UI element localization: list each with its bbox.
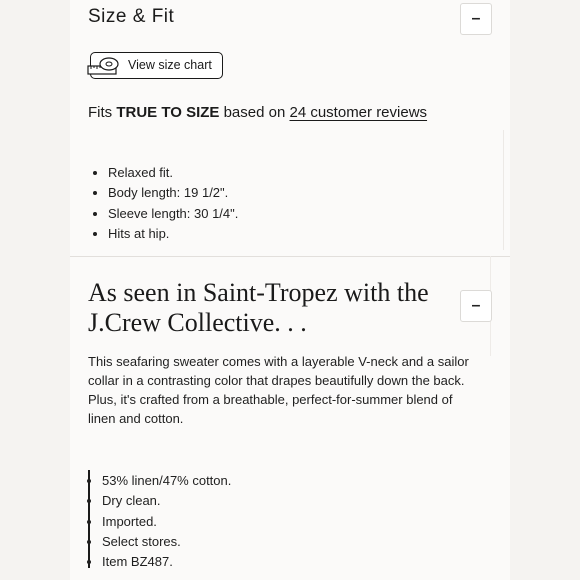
list-item: Item BZ487. (82, 552, 231, 572)
product-description: This seafaring sweater comes with a layerable V-neck and a sailor collar in a contrasting color that drapes beautifully down the back. Plus, it's crafted from a breathable, perfect-for-summer blend of linen and cotton. (88, 354, 469, 426)
product-story-collapse-button[interactable] (460, 290, 492, 322)
section-divider (70, 256, 510, 257)
minus-icon: – (471, 297, 481, 314)
view-size-chart-button[interactable] (90, 52, 223, 79)
fit-middle: based on (219, 104, 290, 121)
minus-icon: – (471, 10, 481, 27)
list-item: Body length: 19 1/2". (88, 183, 238, 203)
product-story-heading: As seen in Saint-Tropez with the J.Crew Collective. . . (88, 278, 429, 337)
view-size-chart-label: View size chart (128, 58, 212, 72)
product-details-list (82, 471, 231, 572)
panel-edge (503, 130, 504, 250)
fit-value: TRUE TO SIZE (116, 104, 220, 121)
list-item: Select stores. (82, 532, 231, 552)
list-item: 53% linen/47% cotton. (82, 471, 231, 491)
fit-summary (88, 104, 427, 121)
list-item: Relaxed fit. (88, 163, 238, 183)
list-item: Sleeve length: 30 1/4". (88, 204, 238, 224)
customer-reviews-link[interactable]: 24 customer reviews (289, 104, 428, 121)
list-item: Dry clean. (82, 491, 231, 511)
size-fit-collapse-button[interactable] (460, 3, 492, 35)
list-item: Imported. (82, 512, 231, 532)
fit-prefix: Fits (88, 104, 117, 121)
list-item: Hits at hip. (88, 224, 238, 244)
fit-details-list (88, 163, 238, 244)
size-fit-title: Size & Fit (88, 6, 175, 27)
measuring-tape-icon (87, 56, 121, 76)
